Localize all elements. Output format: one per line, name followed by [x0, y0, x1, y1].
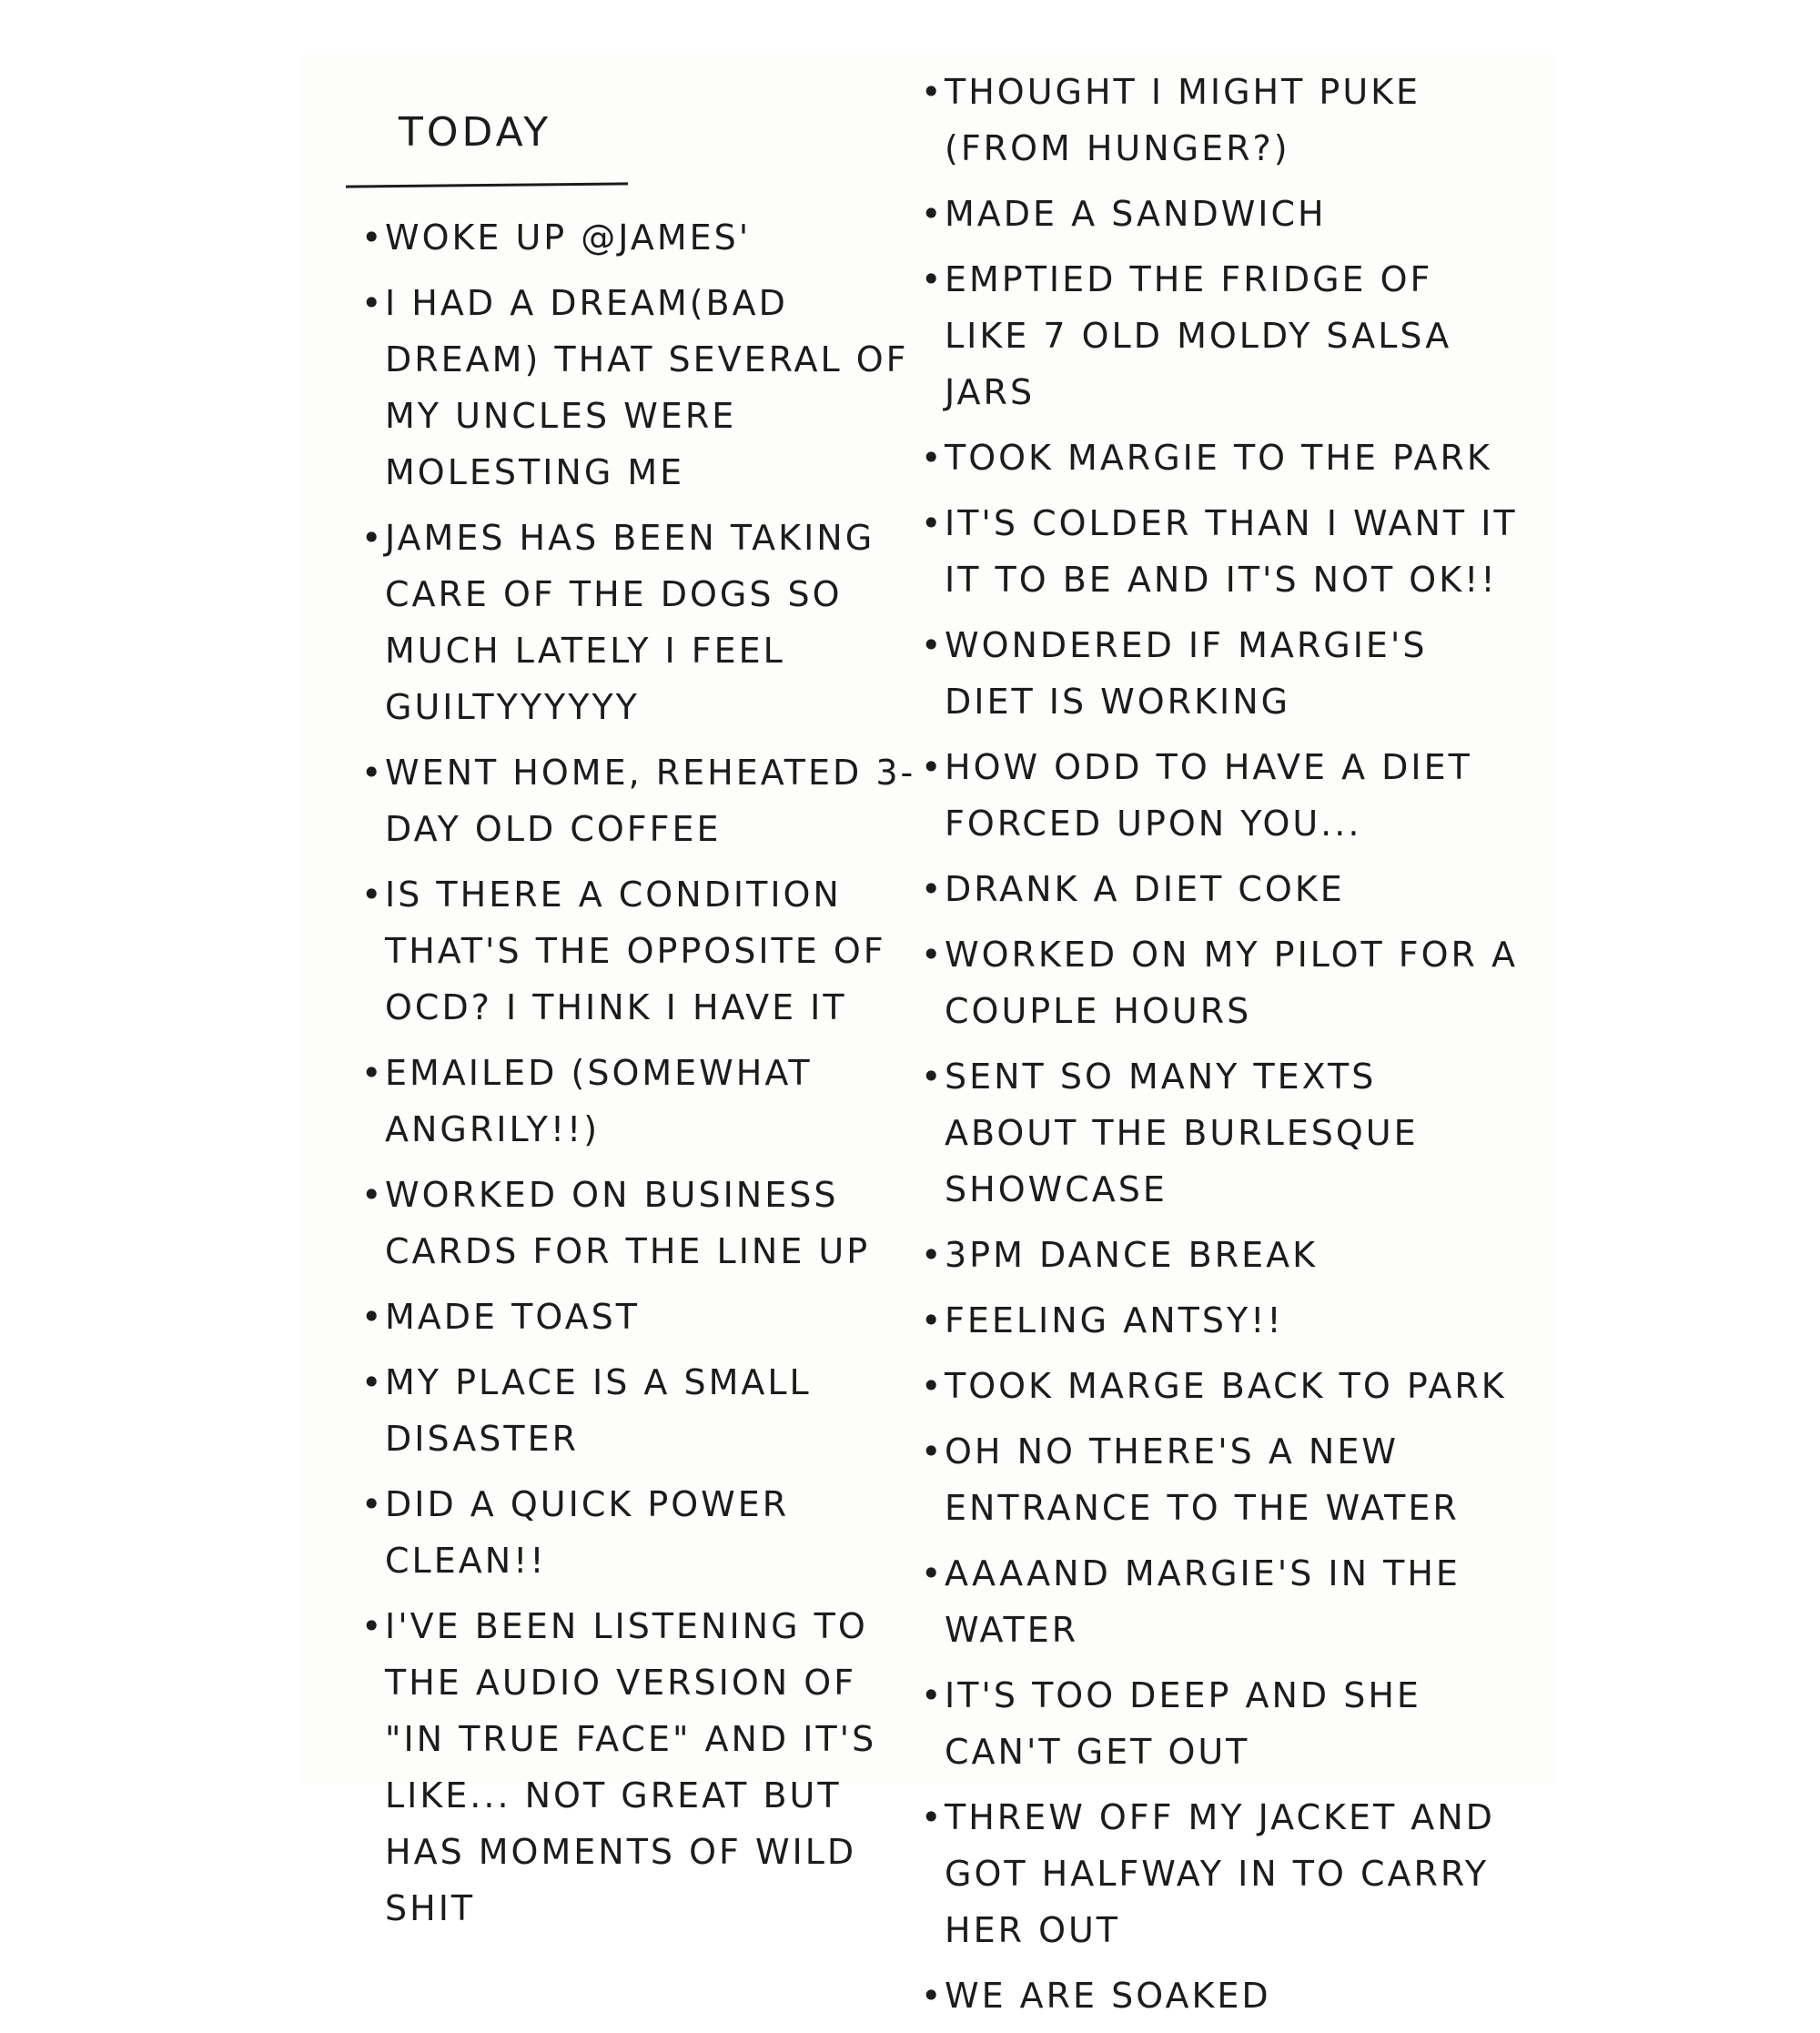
bullet-icon: • — [921, 935, 945, 975]
list-item — [919, 1358, 1520, 1414]
list-item — [359, 1289, 924, 1345]
list-item-text: 3PM DANCE BREAK — [945, 1235, 1318, 1275]
left-column — [359, 209, 924, 1946]
bullet-icon: • — [921, 1300, 945, 1340]
bullet-icon: • — [921, 747, 945, 787]
list-item — [359, 866, 924, 1036]
bullet-icon: • — [361, 1053, 385, 1093]
bullet-icon: • — [361, 1175, 385, 1215]
bullet-icon: • — [921, 1675, 945, 1715]
bullet-icon: • — [921, 194, 945, 234]
list-item — [919, 1667, 1520, 1780]
list-item-text: AAAAND MARGIE'S IN THE WATER — [945, 1553, 1475, 1650]
bullet-icon: • — [921, 625, 945, 665]
bullet-icon: • — [361, 1606, 385, 1646]
list-item — [919, 251, 1520, 420]
list-item — [919, 1227, 1520, 1283]
list-item — [919, 495, 1532, 608]
list-item — [919, 861, 1520, 917]
list-item-text: TOOK MARGIE TO THE PARK — [945, 438, 1492, 478]
list-item-text: THREW OFF MY JACKET AND GOT HALFWAY IN TO CARRY HER OUT — [945, 1797, 1510, 1950]
list-item-text: WONDERED IF MARGIE'S DIET IS WORKING — [945, 625, 1441, 722]
list-item-text: MADE TOAST — [385, 1297, 640, 1337]
list-item — [919, 430, 1520, 486]
bullet-icon: • — [921, 1797, 945, 1837]
list-item-text: DRANK A DIET COKE — [945, 869, 1345, 909]
bullet-icon: • — [361, 217, 385, 258]
list-item-text: OH NO THERE'S A NEW ENTRANCE TO THE WATER — [945, 1431, 1460, 1528]
right-column — [919, 64, 1532, 2033]
list-item — [919, 1423, 1520, 1536]
bullet-icon: • — [361, 753, 385, 793]
list-item-text: HOW ODD TO HAVE A DIET FORCED UPON YOU... — [945, 747, 1486, 844]
list-item — [359, 1045, 924, 1158]
list-item — [359, 510, 924, 735]
list-item-text: I'VE BEEN LISTENING TO THE AUDIO VERSION OF "IN TRUE FACE" AND IT'S LIKE... NOT GREAT BUT HAS MOMENTS OF WILD SHIT — [385, 1606, 891, 1928]
list-item-text: IT'S COLDER THAN I WANT IT IT TO BE AND IT'S NOT OK!! — [945, 503, 1532, 600]
list-item-text: EMPTIED THE FRIDGE OF LIKE 7 OLD MOLDY SALSA JARS — [945, 259, 1466, 412]
list-item — [359, 1354, 924, 1467]
page-title: TODAY — [399, 109, 552, 156]
list-item — [919, 1789, 1520, 1958]
bullet-icon: • — [361, 1297, 385, 1337]
bullet-icon: • — [921, 1553, 945, 1593]
list-item-text: DID A QUICK POWER CLEAN!! — [385, 1484, 804, 1581]
bullet-icon: • — [361, 875, 385, 915]
list-item — [919, 617, 1520, 730]
list-item-text: JAMES HAS BEEN TAKING CARE OF THE DOGS SO MUCH LATELY I FEEL GUILTYYYYYY — [385, 518, 889, 727]
list-item-text: MADE A SANDWICH — [945, 194, 1327, 234]
list-item-text: WORKED ON MY PILOT FOR A COUPLE HOURS — [945, 935, 1532, 1031]
list-item-text: WENT HOME, REHEATED 3-DAY OLD COFFEE — [385, 753, 916, 849]
list-item-text: IT'S TOO DEEP AND SHE CAN'T GET OUT — [945, 1675, 1436, 1772]
bullet-icon: • — [921, 72, 945, 112]
bullet-icon: • — [921, 438, 945, 478]
list-item-text: FEELING ANTSY!! — [945, 1300, 1284, 1340]
bullet-icon: • — [921, 1431, 945, 1472]
list-item — [919, 1545, 1520, 1658]
list-item-text: THOUGHT I MIGHT PUKE (FROM HUNGER?) — [945, 72, 1435, 168]
list-item — [919, 1967, 1520, 2024]
bullet-icon: • — [921, 1235, 945, 1275]
list-item — [359, 1598, 924, 1937]
list-item — [359, 744, 924, 857]
bullet-icon: • — [361, 1362, 385, 1402]
list-item — [919, 186, 1520, 242]
list-item — [359, 1476, 924, 1589]
list-item-text: WE ARE SOAKED — [945, 1976, 1271, 2016]
list-item — [919, 926, 1532, 1039]
list-item-text: I HAD A DREAM(BAD DREAM) THAT SEVERAL OF MY UNCLES WERE MOLESTING ME — [385, 283, 923, 492]
list-item — [359, 275, 924, 501]
list-item-text: TOOK MARGE BACK TO PARK — [945, 1366, 1507, 1406]
bullet-icon: • — [361, 518, 385, 558]
list-item-text: IS THERE A CONDITION THAT'S THE OPPOSITE OF OCD? I THINK I HAVE IT — [385, 875, 900, 1027]
list-item — [919, 739, 1520, 852]
bullet-icon: • — [361, 1484, 385, 1524]
bullet-icon: • — [921, 503, 945, 543]
bullet-icon: • — [361, 283, 385, 323]
list-item — [359, 1167, 924, 1279]
bullet-icon: • — [921, 1976, 945, 2016]
list-item — [919, 1292, 1520, 1349]
list-item-text: WOKE UP @JAMES' — [385, 217, 752, 258]
list-item-text: EMAILED (SOMEWHAT ANGRILY!!) — [385, 1053, 826, 1149]
bullet-icon: • — [921, 869, 945, 909]
bullet-icon: • — [921, 259, 945, 299]
list-item — [919, 1048, 1520, 1218]
list-item-text: WORKED ON BUSINESS CARDS FOR THE LINE UP — [385, 1175, 871, 1271]
bullet-icon: • — [921, 1057, 945, 1097]
bullet-icon: • — [921, 1366, 945, 1406]
list-item — [919, 64, 1520, 177]
list-item-text: SENT SO MANY TEXTS ABOUT THE BURLESQUE SHOWCASE — [945, 1057, 1432, 1209]
list-item-text: MY PLACE IS A SMALL DISASTER — [385, 1362, 825, 1459]
list-item — [359, 209, 924, 266]
